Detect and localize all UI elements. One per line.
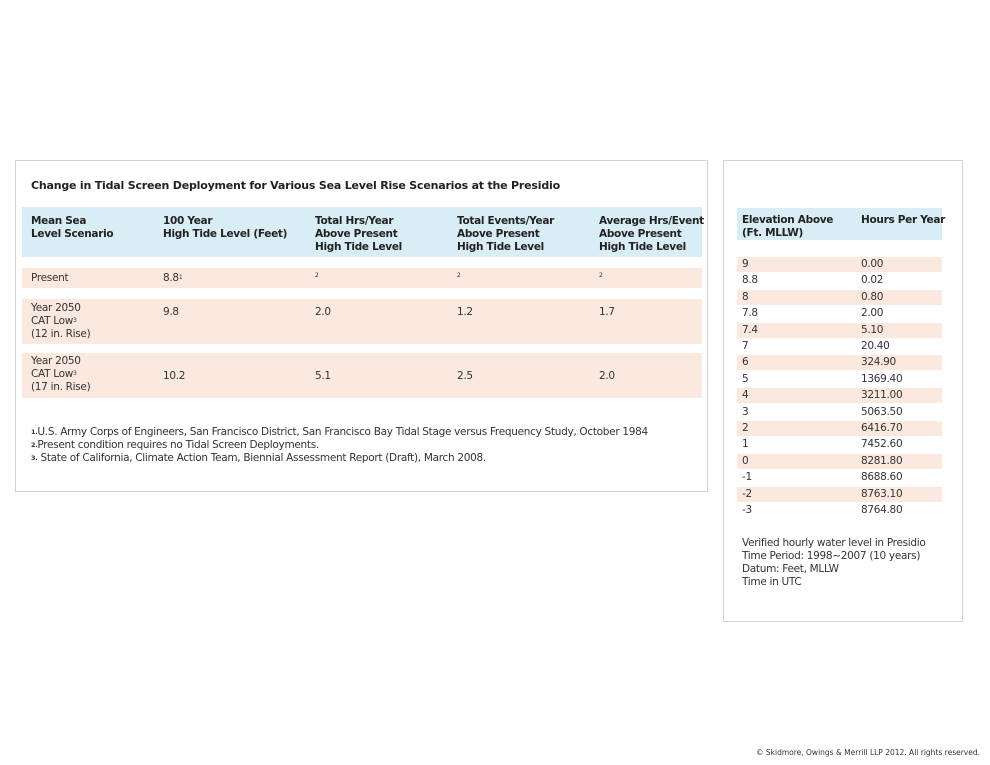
tide-level-cell: $8.8^1$ xyxy=(163,272,183,284)
hours-cell: 8763.10 xyxy=(861,487,903,500)
total-events-cell: 2 xyxy=(457,272,461,279)
hours-cell: 0.00 xyxy=(861,258,884,270)
table-row xyxy=(737,355,942,370)
scenario-table-title: Change in Tidal Screen Deployment for Various Sea Level Rise Scenarios at the Presidio xyxy=(31,179,560,192)
hours-cell: 8764.80 xyxy=(861,504,903,516)
total-events-cell: 1.2 xyxy=(457,306,473,318)
elevation-table-panel xyxy=(723,160,963,622)
table-row xyxy=(737,405,942,420)
table-row xyxy=(737,372,942,387)
hours-cell: 0.80 xyxy=(861,290,884,303)
elevation-cell: 4 xyxy=(742,389,749,402)
hours-cell: 7452.60 xyxy=(861,438,903,451)
table-row xyxy=(22,299,702,344)
footnote: $^{3.}$ State of California, Climate Action Team, Biennial Assessment Report (Draft), March 2008. xyxy=(31,452,486,464)
elevation-notes xyxy=(742,537,926,589)
footnote: $^{1.}$U.S. Army Corps of Engineers, San Francisco District, San Francisco Bay Tidal Stage versus Frequency Study, October 1984 xyxy=(31,426,648,438)
table-row xyxy=(737,421,942,436)
elevation-cell: -3 xyxy=(742,504,752,516)
footnote: $^{2.}$Present condition requires no Tidal Screen Deployments. xyxy=(31,439,319,451)
table-row xyxy=(737,257,942,272)
elevation-cell: 5 xyxy=(742,372,749,385)
elevation-cell: 6 xyxy=(742,356,749,369)
avg-hrs-cell: 2.0 xyxy=(599,370,615,382)
tide-level-cell: 10.2 xyxy=(163,370,186,382)
table-row xyxy=(22,268,702,288)
table-row xyxy=(737,454,942,469)
header-average-hrs: Average Hrs/Event Above Present High Tide Level xyxy=(599,215,704,253)
total-hrs-cell: 2 xyxy=(315,272,319,279)
elevation-cell: 9 xyxy=(742,258,749,270)
hours-cell: 6416.70 xyxy=(861,422,903,434)
table-row xyxy=(737,487,942,502)
hours-cell: 1369.40 xyxy=(861,372,903,385)
scenario-table-header xyxy=(22,207,702,257)
elevation-cell: 8 xyxy=(742,290,749,303)
scenario-cell: Year 2050 CAT Low$^3$ (12 in. Rise) xyxy=(31,302,91,340)
hours-cell: 324.90 xyxy=(861,356,896,369)
table-row xyxy=(22,353,702,398)
hours-cell: 3211.00 xyxy=(861,389,903,402)
note-line: Datum: Feet, MLLW xyxy=(742,563,839,575)
table-row xyxy=(737,470,942,485)
elevation-cell: 0 xyxy=(742,454,749,467)
note-line: Time in UTC xyxy=(742,576,802,588)
avg-hrs-cell: 1.7 xyxy=(599,306,615,318)
scenario-table-panel xyxy=(15,160,708,492)
hours-cell: 20.40 xyxy=(861,340,890,352)
note-line: Verified hourly water level in Presidio xyxy=(742,537,926,549)
hours-cell: 5.10 xyxy=(861,323,884,336)
hours-cell: 8281.80 xyxy=(861,454,903,467)
elevation-table-header xyxy=(737,208,946,240)
header-mean-sea-level: Mean Sea Level Scenario xyxy=(31,215,114,240)
elevation-cell: 1 xyxy=(742,438,749,451)
tide-level-cell: 9.8 xyxy=(163,306,179,318)
total-hrs-cell: 2.0 xyxy=(315,306,331,318)
copyright-notice: © Skidmore, Owings & Merrill LLP 2012. All rights reserved. xyxy=(756,748,980,757)
hours-cell: 5063.50 xyxy=(861,405,903,418)
total-events-cell: 2.5 xyxy=(457,370,473,382)
total-hrs-cell: 5.1 xyxy=(315,370,331,382)
elevation-cell: 7 xyxy=(742,340,749,352)
elevation-cell: 8.8 xyxy=(742,274,758,287)
hours-cell: 2.00 xyxy=(861,307,884,320)
hours-cell: 0.02 xyxy=(861,274,884,287)
table-row xyxy=(737,437,942,452)
avg-hrs-cell: 2 xyxy=(599,272,603,279)
header-100-year-tide: 100 Year High Tide Level (Feet) xyxy=(163,215,288,240)
table-row xyxy=(737,339,942,354)
note-line: Time Period: 1998~2007 (10 years) xyxy=(742,550,921,562)
elevation-cell: -1 xyxy=(742,471,752,484)
scenario-cell: Present xyxy=(31,272,69,284)
header-hours: Hours Per Year xyxy=(861,214,946,226)
elevation-cell: 2 xyxy=(742,422,749,434)
table-row xyxy=(737,503,942,518)
header-total-hrs: Total Hrs/Year Above Present High Tide Level xyxy=(315,215,402,253)
elevation-cell: -2 xyxy=(742,487,752,500)
table-row xyxy=(737,388,942,403)
hours-cell: 8688.60 xyxy=(861,471,903,484)
table-row xyxy=(737,273,942,288)
elevation-cell: 7.8 xyxy=(742,307,758,320)
header-total-events: Total Events/Year Above Present High Tide Level xyxy=(457,215,554,253)
elevation-cell: 7.4 xyxy=(742,323,758,336)
footnotes xyxy=(31,426,648,465)
table-row xyxy=(737,323,942,338)
elevation-cell: 3 xyxy=(742,405,749,418)
table-row xyxy=(737,306,942,321)
header-elevation: Elevation Above (Ft. MLLW) xyxy=(742,214,834,239)
table-row xyxy=(737,290,942,305)
scenario-cell: Year 2050 CAT Low$^3$ (17 in. Rise) xyxy=(31,355,91,393)
